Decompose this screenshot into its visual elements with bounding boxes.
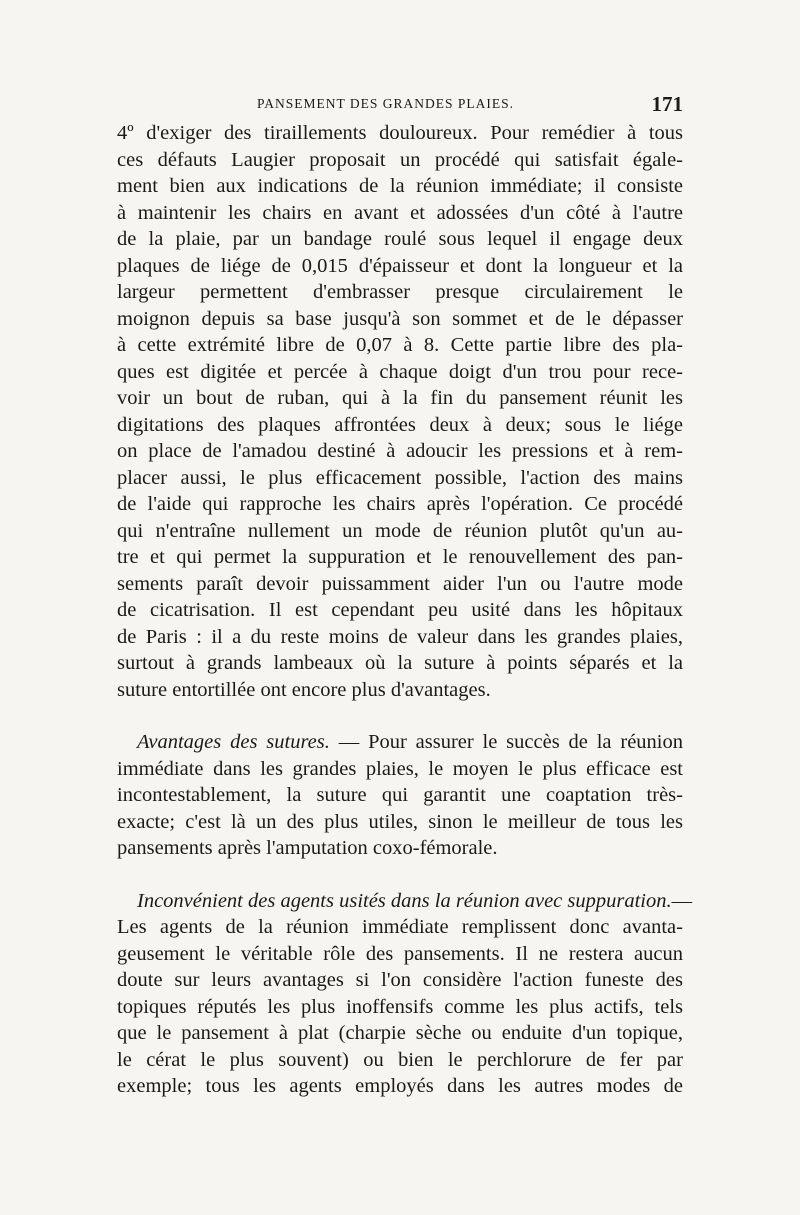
text-line: [117, 729, 683, 756]
text-line: suture entortillée ont encore plus d'avantages.: [117, 678, 491, 701]
text-line: topiques réputés les plus inoffensifs comme les plus actifs, tels: [117, 995, 683, 1018]
text-line: [117, 888, 693, 915]
text-line: pansements après l'amputation coxo-fémorale.: [117, 837, 498, 859]
text-line: à cette extrémité libre de 0,07 à 8. Cette partie libre des pla-: [117, 334, 683, 356]
text-line: de cicatrisation. Il est cependant peu usité dans les hôpitaux: [117, 599, 683, 621]
paragraph-avantages-sutures: [117, 729, 683, 862]
text-line: à maintenir les chairs en avant et adossées d'un côté à l'autre: [117, 201, 683, 224]
text-run: — Pour assurer le succès de la réunion: [329, 731, 683, 753]
page-number: 171: [651, 92, 683, 116]
section-heading: Avantages des sutures.: [137, 731, 330, 753]
text-line: que le pansement à plat (charpie sèche ou enduite d'un topique,: [117, 1022, 683, 1044]
text-line: surtout à grands lambeaux où la suture à points séparés et la: [117, 652, 683, 674]
paragraph-laugier-procedure: [117, 120, 683, 703]
text-line: sements paraît devoir puissamment aider l'un ou l'autre mode: [117, 572, 683, 595]
text-line: largeur permettent d'embrasser presque circulairement le: [117, 281, 683, 303]
text-line: exacte; c'est là un des plus utiles, sinon le meilleur de tous les: [117, 810, 683, 833]
text-line: digitations des plaques affrontées deux à deux; sous le liége: [117, 413, 683, 436]
text-line: plaques de liége de 0,015 d'épaisseur et dont la longueur et la: [117, 254, 683, 277]
text-line: de la plaie, par un bandage roulé sous lequel il engage deux: [117, 228, 683, 250]
text-line: Les agents de la réunion immédiate remplissent donc avanta-: [117, 916, 683, 938]
text-line: de Paris : il a du reste moins de valeur dans les grandes plaies,: [117, 625, 683, 648]
text-line: 4º d'exiger des tiraillements douloureux. Pour remédier à tous: [117, 122, 683, 144]
text-line: ques est digitée et percée à chaque doigt d'un trou pour rece-: [117, 360, 683, 383]
text-line: ment bien aux indications de la réunion immédiate; il consiste: [117, 175, 683, 197]
paragraph-inconvenient-agents: [117, 888, 693, 1100]
text-line: immédiate dans les grandes plaies, le moyen le plus efficace est: [117, 757, 683, 780]
book-page: [117, 92, 693, 1100]
text-run: —: [671, 889, 693, 912]
text-line: voir un bout de ruban, qui à la fin du pansement réunit les: [117, 387, 683, 409]
text-line: placer aussi, le plus efficacement possible, l'action des mains: [117, 466, 683, 489]
text-line: geusement le véritable rôle des pansements. Il ne restera aucun: [117, 942, 683, 965]
running-title: PANSEMENT DES GRANDES PLAIES.: [257, 96, 515, 111]
text-line: qui n'entraîne nullement un mode de réunion plutôt qu'un au-: [117, 519, 683, 542]
text-line: incontestablement, la suture qui garantit une coaptation très-: [117, 784, 683, 806]
running-header: [117, 92, 683, 120]
text-line: doute sur leurs avantages si l'on considère l'action funeste des: [117, 969, 683, 991]
text-line: de l'aide qui rapproche les chairs après l'opération. Ce procédé: [117, 493, 683, 515]
text-line: ces défauts Laugier proposait un procédé qui satisfait égale-: [117, 148, 683, 171]
text-line: on place de l'amadou destiné à adoucir les pressions et à rem-: [117, 440, 683, 462]
text-line: moignon depuis sa base jusqu'à son sommet et de le dépasser: [117, 307, 683, 330]
text-line: le cérat le plus souvent) ou bien le perchlorure de fer par: [117, 1048, 683, 1071]
text-line: exemple; tous les agents employés dans les autres modes de: [117, 1075, 683, 1097]
text-line: tre et qui permet la suppuration et le renouvellement des pan-: [117, 546, 683, 568]
section-heading: Inconvénient des agents usités dans la réunion avec suppuration.: [137, 889, 672, 912]
